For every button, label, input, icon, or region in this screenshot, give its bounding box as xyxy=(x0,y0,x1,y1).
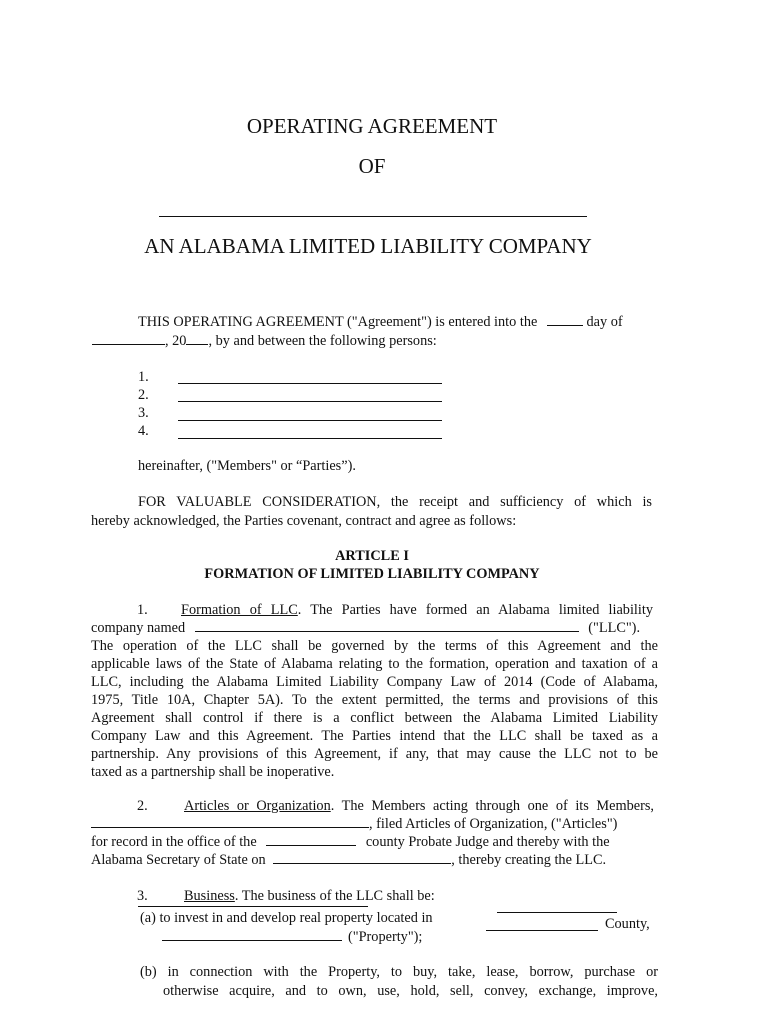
section1-body-4: 1975, Title 10A, Chapter 5A). To the extent permitted, the terms and provisions of this xyxy=(91,692,658,708)
county-label: County, xyxy=(605,916,650,932)
property-description-blank[interactable] xyxy=(162,928,342,941)
county-blank-upper[interactable] xyxy=(497,912,617,913)
consideration-line-2: hereby acknowledged, the Parties covenant, contract and agree as follows: xyxy=(91,513,517,529)
section2-number: 2. xyxy=(137,798,148,814)
property-county-blank[interactable] xyxy=(486,930,598,931)
llc-name-blank[interactable] xyxy=(195,619,579,632)
member-num-4: 4. xyxy=(138,423,149,439)
month-blank[interactable] xyxy=(92,332,165,345)
day-of-text: day of xyxy=(586,314,623,330)
hereinafter-text: hereinafter, ("Members" or “Parties”). xyxy=(138,458,356,474)
intro-text: THIS OPERATING AGREEMENT ("Agreement") is entered into the xyxy=(138,314,538,330)
member-num-2: 2. xyxy=(138,387,149,403)
section3-heading: Business xyxy=(184,888,235,904)
member-blank-1[interactable] xyxy=(178,383,442,384)
section3-divider xyxy=(138,906,368,907)
article-title: FORMATION OF LIMITED LIABILITY COMPANY xyxy=(204,566,540,582)
section2-line-4 xyxy=(91,851,606,869)
day-blank[interactable] xyxy=(547,313,583,326)
item-b-line-2: otherwise acquire, and to own, use, hold, sell, convey, exchange, improve, xyxy=(163,983,658,999)
document-subtitle: AN ALABAMA LIMITED LIABILITY COMPANY xyxy=(144,234,592,258)
item-a-line-1: (a) to invest in and develop real property located in xyxy=(140,910,433,926)
section3-text: . The business of the LLC shall be: xyxy=(234,888,435,904)
section1-number: 1. xyxy=(137,602,148,618)
consideration-line-1: FOR VALUABLE CONSIDERATION, the receipt and sufficiency of which is xyxy=(138,494,652,510)
section1-line-2 xyxy=(91,619,640,637)
property-label: ("Property"); xyxy=(348,929,423,945)
section1-heading: Formation of LLC xyxy=(181,602,298,618)
document-title-of: OF xyxy=(358,154,386,178)
article-heading: ARTICLE I xyxy=(335,548,409,564)
document-title: OPERATING AGREEMENT xyxy=(246,114,498,138)
section1-body-7: partnership. Any provisions of this Agreement, if any, that may cause the LLC not to be xyxy=(91,746,658,762)
member-blank-4[interactable] xyxy=(178,438,442,439)
intro-text-2: , by and between the following persons: xyxy=(208,333,437,349)
section1-text: . The Parties have formed an Alabama limited liability xyxy=(297,602,653,618)
section1-body-3: LLC, including the Alabama Limited Liability Company Law of 2014 (Code of Alabama, xyxy=(91,674,658,690)
section2-line-2 xyxy=(91,815,617,833)
member-num-3: 3. xyxy=(138,405,149,421)
company-name-blank[interactable] xyxy=(159,216,587,217)
section1-body-2: applicable laws of the State of Alabama relating to the formation, operation and taxation of a xyxy=(91,656,658,672)
section3-line-1 xyxy=(184,887,435,905)
section1-body-6: Company Law and this Agreement. The Parties intend that the LLC shall be taxed as a xyxy=(91,728,658,744)
company-named-text: company named xyxy=(91,620,186,636)
year-prefix: , 20 xyxy=(165,333,187,349)
probate-text: county Probate Judge and thereby with the xyxy=(365,834,610,850)
member-num-1: 1. xyxy=(138,369,149,385)
filing-date-blank[interactable] xyxy=(273,851,451,864)
section2-line-1 xyxy=(184,797,654,815)
county-blank[interactable] xyxy=(266,833,356,846)
intro-line-2 xyxy=(92,332,437,350)
year-blank[interactable] xyxy=(186,332,208,345)
item-a-line-2 xyxy=(162,928,422,946)
llc-abbrev: ("LLC"). xyxy=(588,620,641,636)
filed-articles-text: , filed Articles of Organization, ("Articles") xyxy=(369,816,618,832)
creating-llc-text: , thereby creating the LLC. xyxy=(451,852,607,868)
member-blank-3[interactable] xyxy=(178,420,442,421)
section2-text: . The Members acting through one of its Members, xyxy=(330,798,654,814)
section1-body-8: taxed as a partnership shall be inoperative. xyxy=(91,764,335,780)
section2-line-3 xyxy=(91,833,610,851)
section1-body-1: The operation of the LLC shall be governed by the terms of this Agreement and the xyxy=(91,638,658,654)
intro-line-1 xyxy=(138,313,623,331)
section1-body-5: Agreement shall control if there is a conflict between the Alabama Limited Liability xyxy=(91,710,658,726)
section3-number: 3. xyxy=(137,888,148,904)
secretary-text: Alabama Secretary of State on xyxy=(91,852,266,868)
section2-heading: Articles or Organization xyxy=(184,798,331,814)
item-b-line-1: (b) in connection with the Property, to buy, take, lease, borrow, purchase or xyxy=(140,964,658,980)
filing-member-blank[interactable] xyxy=(91,815,369,828)
office-text: for record in the office of the xyxy=(91,834,257,850)
member-blank-2[interactable] xyxy=(178,401,442,402)
section1-line-1 xyxy=(181,601,653,619)
